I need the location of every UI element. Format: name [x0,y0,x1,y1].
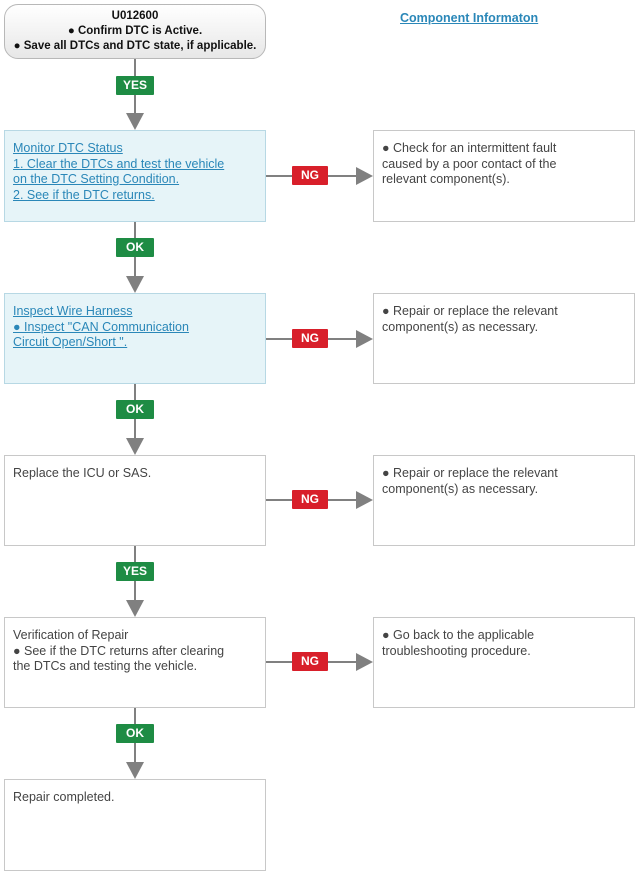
arrow-down-icon [126,276,144,293]
step-verification-of-repair [4,617,266,708]
ng-badge: NG [292,166,328,185]
arrow-down-icon [126,762,144,779]
result-line: ● Go back to the applicable [382,628,535,642]
result-line: troubleshooting procedure. [382,643,531,658]
ok-badge: OK [116,400,154,419]
ok-badge: OK [116,724,154,743]
step-line: ● See if the DTC returns after clearing [13,643,225,658]
step-line[interactable]: Circuit Open/Short ". [13,335,128,349]
ng-result-intermittent-fault [373,130,635,222]
step-line[interactable]: Inspect Wire Harness [13,304,133,318]
result-line: relevant component(s). [382,172,510,186]
arrow-down-icon [126,438,144,455]
ng-result-go-back [373,617,635,708]
result-line: ● Repair or replace the relevant [382,466,558,480]
step-line: the DTCs and testing the vehicle. [13,659,198,673]
final-text: Repair completed. [13,790,115,804]
arrow-right-icon [356,653,373,671]
ng-badge: NG [292,652,328,671]
step-line[interactable]: Monitor DTC Status [13,141,123,155]
result-line: component(s) as necessary. [382,319,539,334]
step-replace-icu-sas [4,455,266,546]
ok-badge: OK [116,238,154,257]
yes-badge: YES [116,76,154,95]
component-information-link[interactable]: Component Informaton [400,11,539,25]
arrow-right-icon [356,330,373,348]
result-line: component(s) as necessary. [382,481,539,496]
step-line[interactable]: on the DTC Setting Condition. [13,172,180,186]
start-instruction-1: ● Confirm DTC is Active. [67,25,203,37]
step-line[interactable]: 1. Clear the DTCs and test the vehicle [13,156,225,171]
final-repair-completed [4,779,266,871]
ng-result-repair-replace [373,455,635,546]
step-inspect-wire-harness[interactable] [4,293,266,384]
start-node [4,4,266,59]
arrow-right-icon [356,491,373,509]
result-line: ● Repair or replace the relevant [382,304,558,318]
arrow-down-icon [126,600,144,617]
start-instruction-2: ● Save all DTCs and DTC state, if applicable. [13,40,257,52]
step-monitor-dtc-status[interactable] [4,130,266,222]
result-line: caused by a poor contact of the [382,156,557,171]
step-line: Replace the ICU or SAS. [13,466,152,480]
arrow-right-icon [356,167,373,185]
ng-badge: NG [292,329,328,348]
arrow-down-icon [126,113,144,130]
dtc-code: U012600 [111,10,159,22]
result-line: ● Check for an intermittent fault [382,141,557,155]
ng-badge: NG [292,490,328,509]
ng-result-repair-replace [373,293,635,384]
yes-badge: YES [116,562,154,581]
step-line[interactable]: ● Inspect "CAN Communication [13,319,189,334]
step-line[interactable]: 2. See if the DTC returns. [13,187,155,202]
step-line: Verification of Repair [13,628,129,642]
